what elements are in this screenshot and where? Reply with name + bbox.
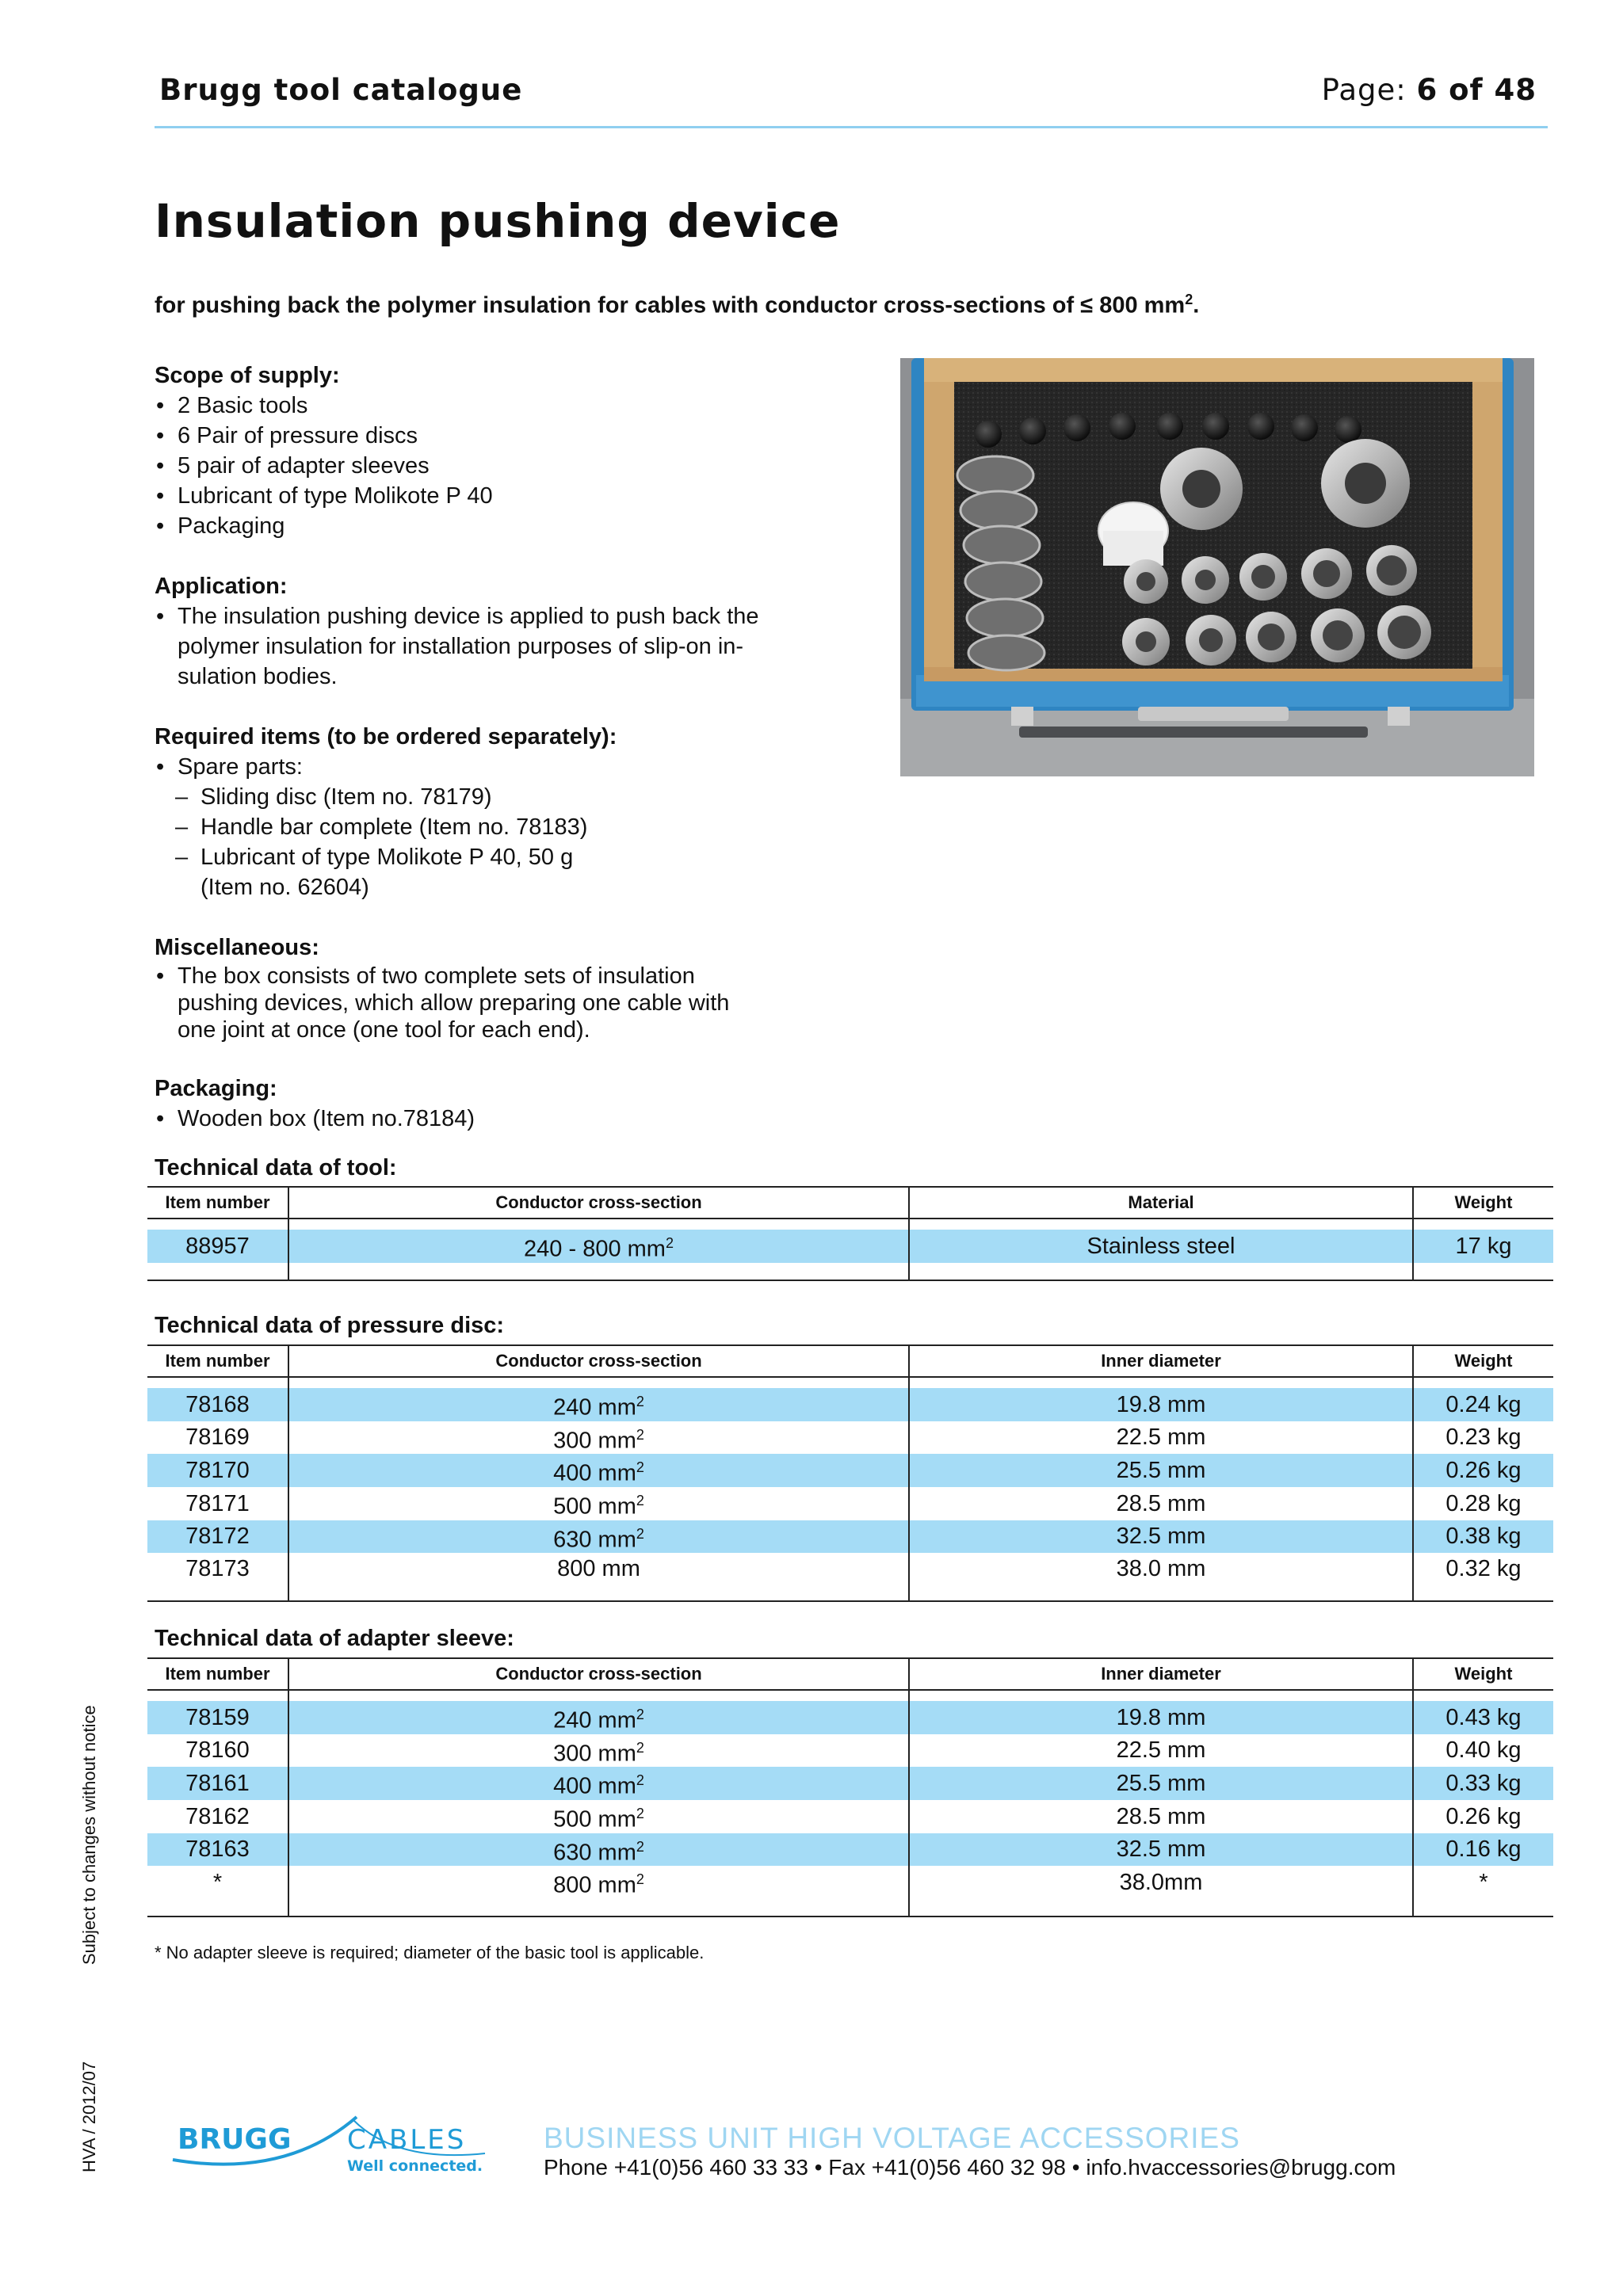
column-header: Weight	[1413, 1187, 1553, 1219]
item-number-cell: 78172	[147, 1520, 288, 1554]
weight-cell: 0.40 kg	[1413, 1734, 1553, 1768]
cross-section-cell	[288, 1421, 909, 1455]
table-row	[147, 1553, 1553, 1584]
table-row	[147, 1230, 1553, 1263]
item-number-cell: 78170	[147, 1454, 288, 1487]
cross-section-value: 240 mm	[553, 1707, 636, 1733]
cross-section-value: 300 mm	[553, 1741, 636, 1767]
property-cell: 19.8 mm	[909, 1701, 1413, 1734]
property-cell: 22.5 mm	[909, 1734, 1413, 1768]
item-number-cell: 88957	[147, 1230, 288, 1263]
weight-cell: 17 kg	[1413, 1230, 1553, 1263]
weight-cell: 0.28 kg	[1413, 1487, 1553, 1520]
subtitle-sup: 2	[1185, 292, 1193, 307]
cross-section-value: 500 mm	[553, 1806, 636, 1833]
weight-cell: 0.26 kg	[1413, 1454, 1553, 1487]
property-cell: 19.8 mm	[909, 1388, 1413, 1421]
property-cell: 38.0 mm	[909, 1553, 1413, 1584]
column-header: Inner diameter	[909, 1658, 1413, 1690]
property-cell: 32.5 mm	[909, 1520, 1413, 1554]
business-unit: BUSINESS UNIT HIGH VOLTAGE ACCESSORIES	[544, 2122, 1240, 2154]
unit-exponent: 2	[636, 1739, 644, 1756]
weight-cell: 0.38 kg	[1413, 1520, 1553, 1554]
unit-exponent: 2	[636, 1426, 644, 1443]
logo-mark	[166, 2114, 499, 2177]
weight-cell: 0.32 kg	[1413, 1553, 1553, 1584]
cross-section-cell	[288, 1833, 909, 1867]
table-row	[147, 1866, 1553, 1899]
cross-section-value: 630 mm	[553, 1527, 636, 1553]
weight-cell: 0.23 kg	[1413, 1421, 1553, 1455]
cross-section-cell	[288, 1800, 909, 1833]
page-header	[155, 73, 1548, 128]
table-row	[147, 1701, 1553, 1734]
table-row	[147, 1454, 1553, 1487]
column-header: Conductor cross-section	[288, 1187, 909, 1219]
column-header: Conductor cross-section	[288, 1345, 909, 1377]
column-header: Item number	[147, 1345, 288, 1377]
item-number-cell: 78160	[185, 1737, 250, 1764]
table-row	[147, 1734, 1553, 1768]
item-number-cell: *	[212, 1870, 223, 1896]
application-heading: Application:	[155, 574, 288, 599]
cross-section-value: 240 mm	[553, 1394, 636, 1421]
unit-exponent: 2	[636, 1394, 644, 1409]
brugg-cables-logo	[166, 2114, 499, 2181]
cross-section-value: 800 mm	[553, 1872, 636, 1898]
table-row	[147, 1833, 1553, 1867]
cross-section-cell	[288, 1230, 909, 1263]
cross-section-value: 630 mm	[553, 1840, 636, 1866]
page-label: Page:	[1321, 73, 1407, 107]
weight-cell: 0.26 kg	[1413, 1800, 1553, 1833]
required-item-continuation: (Item no. 62604)	[200, 875, 369, 900]
property-cell: 25.5 mm	[909, 1454, 1413, 1487]
table-row	[147, 1520, 1553, 1554]
table-row	[147, 1487, 1553, 1520]
tool-box-illustration	[900, 358, 1534, 776]
application-line: polymer insulation for installation purposes of slip-on in-	[178, 634, 744, 659]
misc-line: • The box consists of two complete sets of insulation	[155, 963, 836, 990]
cross-section-cell	[288, 1734, 909, 1768]
logo-tagline: Well connected.	[347, 2157, 483, 2175]
item-number-cell: 78162	[185, 1803, 250, 1829]
column-header: Weight	[1413, 1345, 1553, 1377]
unit-exponent: 2	[636, 1525, 644, 1542]
cross-section-value: 400 mm	[553, 1773, 636, 1799]
disc-table-title: Technical data of pressure disc:	[155, 1313, 505, 1338]
table-row	[147, 1388, 1553, 1421]
page-number: 6 of 48	[1416, 73, 1537, 107]
required-bullet: • Spare parts:	[155, 752, 836, 782]
application-line: sulation bodies.	[178, 664, 338, 689]
cross-section-cell	[288, 1454, 909, 1487]
item-number-cell: 78168	[147, 1388, 288, 1421]
adapter-sleeve-table	[147, 1657, 1553, 1917]
weight-cell: 0.24 kg	[1413, 1388, 1553, 1421]
item-number-cell: 78171	[185, 1490, 250, 1516]
cross-section-cell	[288, 1866, 909, 1899]
item-number-cell: 78161	[147, 1767, 288, 1800]
packaging-section	[155, 1074, 836, 1134]
scope-section	[155, 360, 836, 541]
unit-exponent: 2	[636, 1459, 644, 1476]
item-number-cell: 78163	[147, 1833, 288, 1867]
misc-line: pushing devices, which allow preparing one cable with	[178, 990, 730, 1016]
subtitle-text: for pushing back the polymer insulation for cables with conductor cross-sections of ≤ 800 mm	[155, 292, 1186, 318]
packaging-heading: Packaging:	[155, 1076, 277, 1101]
item-number-cell: 78159	[147, 1701, 288, 1734]
column-header: Item number	[147, 1187, 288, 1219]
description-column	[155, 360, 836, 1164]
unit-exponent: 2	[636, 1707, 644, 1722]
required-item: – Sliding disc (Item no. 78179)	[155, 782, 836, 812]
property-cell: 38.0mm	[909, 1866, 1413, 1899]
table-row	[147, 1767, 1553, 1800]
unit-exponent: 2	[636, 1838, 644, 1855]
unit-exponent: 2	[636, 1871, 644, 1888]
unit-exponent: 2	[636, 1492, 644, 1508]
required-item: – Handle bar complete (Item no. 78183)	[155, 812, 836, 842]
property-cell: 32.5 mm	[909, 1833, 1413, 1867]
item-number-cell: 78173	[185, 1555, 250, 1581]
scope-item: • 6 Pair of pressure discs	[155, 421, 836, 451]
unit-exponent: 2	[636, 1772, 644, 1789]
contact-line: Phone +41(0)56 460 33 33 • Fax +41(0)56 460 32 98 • info.hvaccessories@brugg.com	[544, 2155, 1396, 2180]
weight-cell: 0.43 kg	[1413, 1701, 1553, 1734]
required-item: – Lubricant of type Molikote P 40, 50 g	[155, 842, 836, 872]
property-cell: 28.5 mm	[909, 1800, 1413, 1833]
column-header: Item number	[147, 1658, 288, 1690]
required-section	[155, 722, 836, 902]
property-cell: 28.5 mm	[909, 1487, 1413, 1520]
footnote: * No adapter sleeve is required; diameter of the basic tool is applicable.	[155, 1943, 705, 1962]
cross-section-value: 240 - 800 mm	[524, 1236, 666, 1262]
scope-item: • 2 Basic tools	[155, 391, 836, 421]
version-label: HVA / 2012/07	[79, 2061, 99, 2172]
scope-item: • Lubricant of type Molikote P 40	[155, 481, 836, 511]
table-row	[147, 1421, 1553, 1455]
logo-brand: BRUGG	[178, 2123, 292, 2156]
tool-table-title: Technical data of tool:	[155, 1155, 397, 1180]
cross-section-cell	[288, 1553, 909, 1584]
scope-item: • Packaging	[155, 511, 836, 541]
page-title: Insulation pushing device	[155, 194, 841, 248]
tool-data-table	[147, 1186, 1553, 1281]
application-section	[155, 571, 836, 692]
scope-heading: Scope of supply:	[155, 363, 340, 388]
property-cell: 25.5 mm	[909, 1767, 1413, 1800]
cross-section-value: 800 mm	[557, 1555, 640, 1581]
required-heading: Required items (to be ordered separately):	[155, 724, 617, 749]
pressure-disc-table	[147, 1344, 1553, 1602]
misc-section	[155, 933, 836, 1043]
column-header: Conductor cross-section	[288, 1658, 909, 1690]
weight-cell: 0.33 kg	[1413, 1767, 1553, 1800]
cross-section-value: 300 mm	[553, 1428, 636, 1454]
weight-cell: *	[1413, 1866, 1553, 1899]
property-cell: 22.5 mm	[909, 1421, 1413, 1455]
unit-exponent: 2	[636, 1805, 644, 1821]
cross-section-value: 500 mm	[553, 1493, 636, 1520]
property-cell: Stainless steel	[909, 1230, 1413, 1263]
page-indicator	[1322, 73, 1537, 107]
cross-section-value: 400 mm	[553, 1460, 636, 1486]
table-row	[147, 1800, 1553, 1833]
weight-cell: 0.16 kg	[1413, 1833, 1553, 1867]
catalogue-title: Brugg tool catalogue	[159, 73, 523, 107]
column-header: Weight	[1413, 1658, 1553, 1690]
column-header: Inner diameter	[909, 1345, 1413, 1377]
column-header: Material	[909, 1187, 1413, 1219]
subtitle-end: .	[1193, 292, 1200, 318]
cross-section-cell	[288, 1520, 909, 1554]
page-subtitle	[155, 292, 1199, 319]
unit-exponent: 2	[665, 1235, 674, 1251]
cross-section-cell	[288, 1767, 909, 1800]
cross-section-cell	[288, 1701, 909, 1734]
sleeve-table-title: Technical data of adapter sleeve:	[155, 1626, 514, 1651]
scope-item: • 5 pair of adapter sleeves	[155, 451, 836, 481]
misc-line: one joint at once (one tool for each end).	[178, 1017, 590, 1043]
product-photo	[900, 358, 1534, 776]
item-number-cell: 78169	[185, 1425, 250, 1451]
application-line: • The insulation pushing device is applied to push back the	[155, 601, 836, 631]
cross-section-cell	[288, 1487, 909, 1520]
cross-section-cell	[288, 1388, 909, 1421]
misc-heading: Miscellaneous:	[155, 935, 319, 960]
packaging-item: • Wooden box (Item no.78184)	[155, 1104, 836, 1134]
logo-product: CABLES	[347, 2124, 467, 2156]
change-notice: Subject to changes without notice	[79, 1705, 99, 1965]
